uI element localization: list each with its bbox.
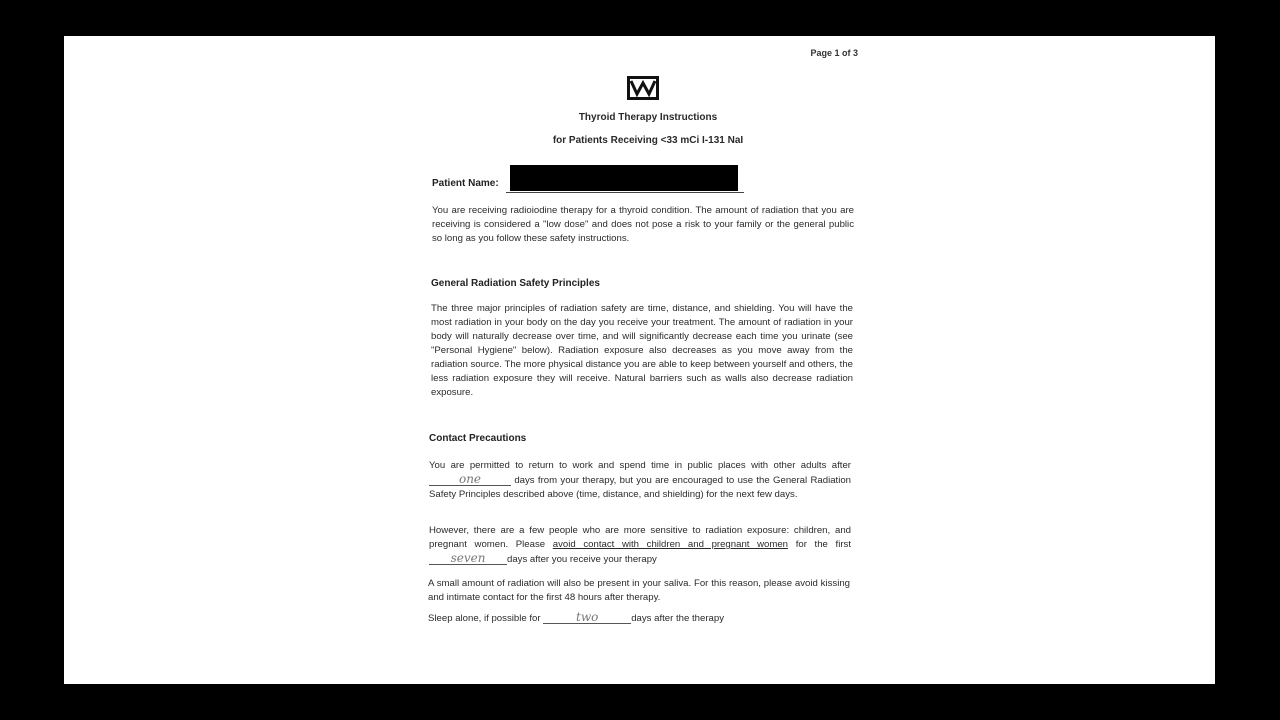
va-logo-icon [627, 76, 659, 100]
contact-paragraph-1: You are permitted to return to work and spend time in public places with other adults after one days from your therapy, but you are encouraged to use the General Radiation Safety Principles described above (time, distance, and shielding) for the next few days. [429, 460, 852, 500]
document-subtitle: for Patients Receiving <33 mCi I-131 NaI [552, 135, 744, 146]
redaction-box [510, 165, 738, 191]
handwritten-days-seven: seven [429, 552, 507, 565]
handwritten-days-two: two [543, 611, 631, 624]
intro-paragraph: You are receiving radioiodine therapy for a thyroid condition. The amount of radiation that you are receiving is considered a "low dose" and does not pose a risk to your family or the general public so long as you follow these safety instructions. [432, 205, 854, 244]
contact-paragraph-3: A small amount of radiation will also be present in your saliva. For this reason, please avoid kissing and intimate contact for the first 48 hours after therapy. [428, 578, 850, 603]
general-safety-heading: General Radiation Safety Principles [431, 278, 600, 289]
document-page [64, 36, 1215, 684]
general-safety-paragraph: The three major principles of radiation safety are time, distance, and shielding. You will have the most radiation in your body on the day you receive your treatment. The amount of radiation in your body will naturally decrease over time, and will significantly decrease each time you urinate (see "Personal Hygiene" below). Radiation exposure also decreases as you move away from the radiation source. The more physical distance you are able to keep between yourself and others, the less radiation exposure they will receive. Natural barriers such as walls also decrease radiation exposure. [431, 303, 853, 398]
contact-paragraph-2: However, there are a few people who are more sensitive to radiation exposure: children, and pregnant women. Please avoid contact with children and pregnant women for the first seven days after you receive your therapy [429, 525, 851, 565]
handwritten-days-one: one [429, 473, 511, 486]
patient-name-row [432, 165, 852, 193]
contact-precautions-heading: Contact Precautions [429, 433, 527, 444]
avoid-contact-underlined: avoid contact with children and pregnant women [552, 539, 789, 550]
page-number: Page 1 of 3 [810, 48, 858, 58]
patient-name-label: Patient Name: [432, 178, 499, 189]
patient-name-line [506, 192, 744, 193]
document-title: Thyroid Therapy Instructions [578, 112, 718, 123]
contact-paragraph-4: Sleep alone, if possible for two days after the therapy [428, 610, 724, 624]
document-content [428, 36, 856, 684]
